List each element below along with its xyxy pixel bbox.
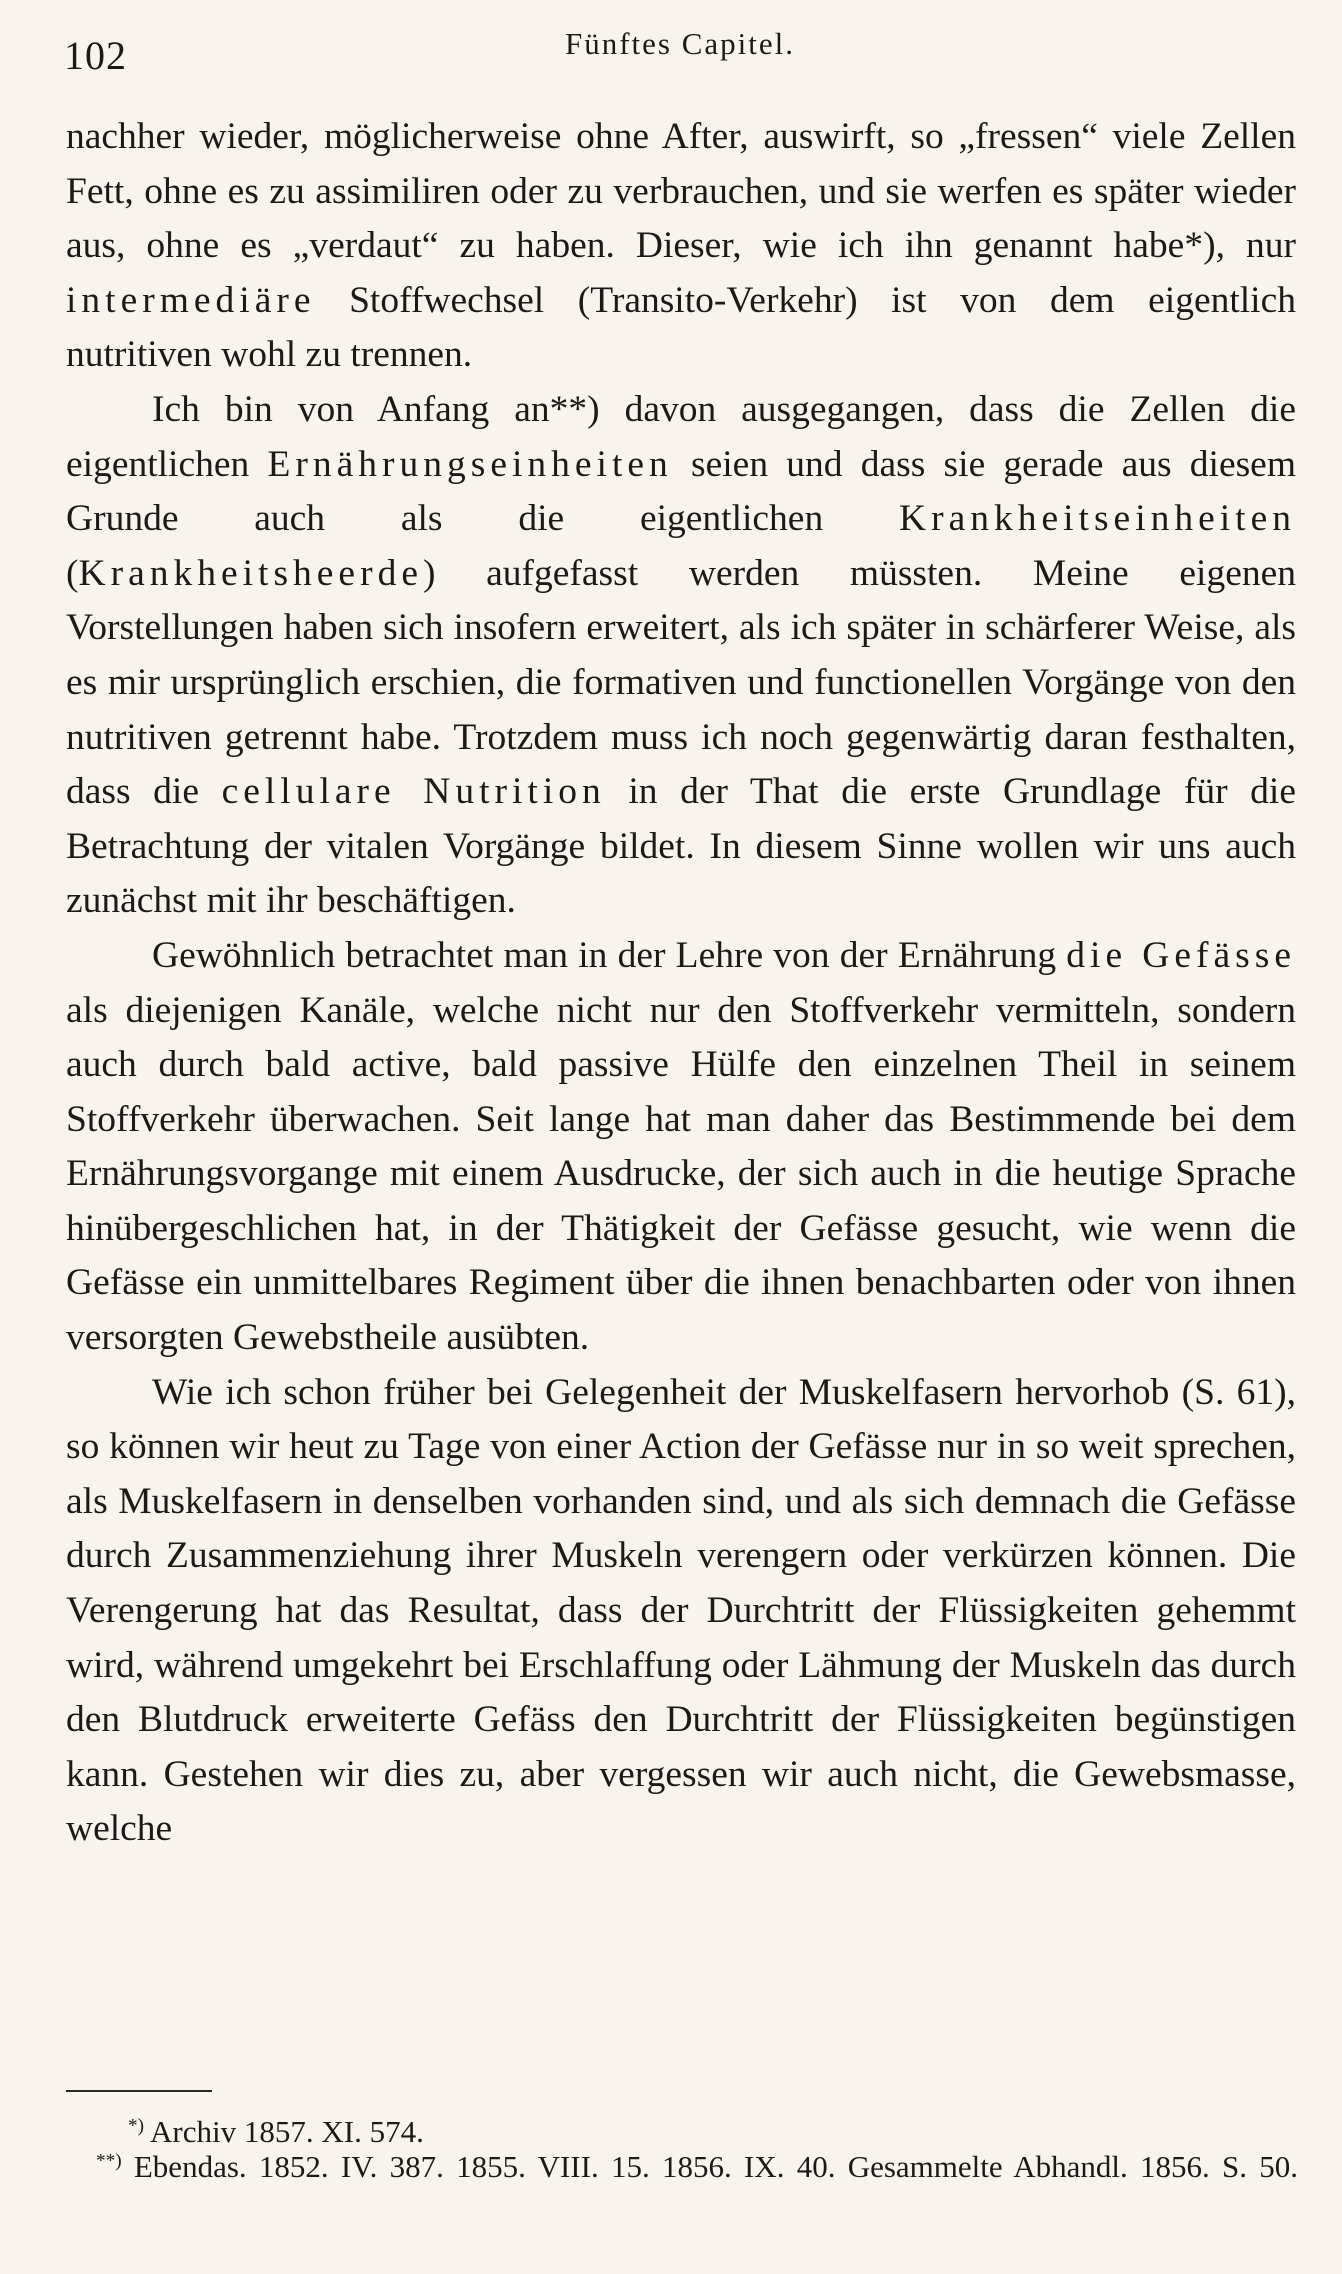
emphasized-spaced-text: Krankheitsheerde [78,552,423,594]
footnote-1 [64,2114,1298,2149]
paragraph [66,383,1296,929]
paragraph [66,929,1296,1366]
footnote-2 [64,2149,1298,2184]
emphasized-spaced-text: die Gefässe [1066,934,1296,976]
paragraph [66,1366,1296,1857]
footnote-1-text: Archiv 1857. XI. 574. [144,2114,424,2149]
emphasized-spaced-text: intermediäre [66,279,316,321]
paragraph-text: als diejenigen Kanäle, welche nicht nur den Stoffverkehr vermitteln, sondern auch durch bald active, bald passive Hülfe den einzelnen Theil in seinem Stoffverkehr überwachen. Seit lange hat man daher das Bestimmende bei dem Ernährungsvorgange mit einem Ausdrucke, der sich auch in die heutige Sprache hinübergeschlichen hat, in der Thätigkeit der Gefässe gesucht, wie wenn die Gefässe ein unmittelbares Regiment über die ihnen benachbarten oder von ihnen versorgten Gewebstheile ausübten. [66,989,1296,1359]
emphasized-spaced-text: cellulare Nutrition [221,771,606,813]
body-text [66,110,1296,1857]
page-header [64,26,1296,86]
paragraph-text: ( [66,552,79,594]
footnote-1-mark: *) [128,2115,144,2137]
emphasized-spaced-text: Ernährungseinheiten [267,443,673,485]
paragraph-text: nachher wieder, möglicherweise ohne After, auswirft, so „fressen“ viele Zellen Fett, ohne es zu assimiliren oder zu verbrauchen, und sie werfen es später wieder aus, ohne es „verdaut“ zu haben. Dieser, wie ich ihn genannt habe*), nur [66,116,1296,267]
paragraph-text: seien und dass sie gerade aus diesem Grunde auch als die eigentlichen [66,443,1296,540]
paragraph-text: Gewöhnlich betrachtet man in der Lehre von der Ernährung [152,934,1067,976]
page-number: 102 [64,33,127,78]
paragraph-text: Ich bin von Anfang an**) davon ausgegangen, dass die Zellen die eigentlichen [66,388,1296,485]
paragraph-text: Wie ich schon früher bei Gelegenheit der Muskelfasern hervorhob (S. 61), so können wir heut zu Tage von einer Action der Gefässe nur in so weit sprechen, als Muskelfasern in denselben vorhanden sind, und als sich demnach die Gefässe durch Zusammenziehung ihrer Muskeln verengern oder verkürzen können. Die Verengerung hat das Resultat, dass der Durchtritt der Flüssigkeiten gehemmt wird, während umgekehrt bei Erschlaffung oder Lähmung der Muskeln das durch den Blutdruck erweiterte Gefäss den Durchtritt der Flüssigkeiten begünstigen kann. Gestehen wir dies zu, aber vergessen wir auch nicht, die Gewebsmasse, welche [66,1371,1296,1850]
footnotes [64,2114,1298,2184]
paragraph [66,110,1296,383]
paragraph-text: in der That die erste Grundlage für die Betrachtung der vitalen Vorgänge bildet. In diesem Sinne wollen wir uns auch zunächst mit ihr beschäftigen. [66,771,1296,922]
footnote-2-text: Ebendas. 1852. IV. 387. 1855. VIII. 15. 1856. IX. 40. Gesammelte Abhandl. 1856. S. 50. [121,2149,1298,2184]
footnote-rule [66,2090,212,2092]
running-title: Fünftes Capitel. [564,26,796,61]
paragraph-text: ) aufgefasst werden müssten. Meine eigenen Vorstellungen haben sich insofern erweitert, als ich später in schärferer Weise, als es mir ursprünglich erschien, die formativen und functionellen Vorgänge von den nutritiven getrennt habe. Trotzdem muss ich noch gegenwärtig daran festhalten, dass die [66,552,1296,813]
footnote-2-mark: **) [96,2150,122,2172]
paragraph-text: Stoffwechsel (Transito-Verkehr) ist von dem eigentlich nutritiven wohl zu trennen. [66,279,1296,376]
emphasized-spaced-text: Krankheitseinheiten [899,498,1296,540]
